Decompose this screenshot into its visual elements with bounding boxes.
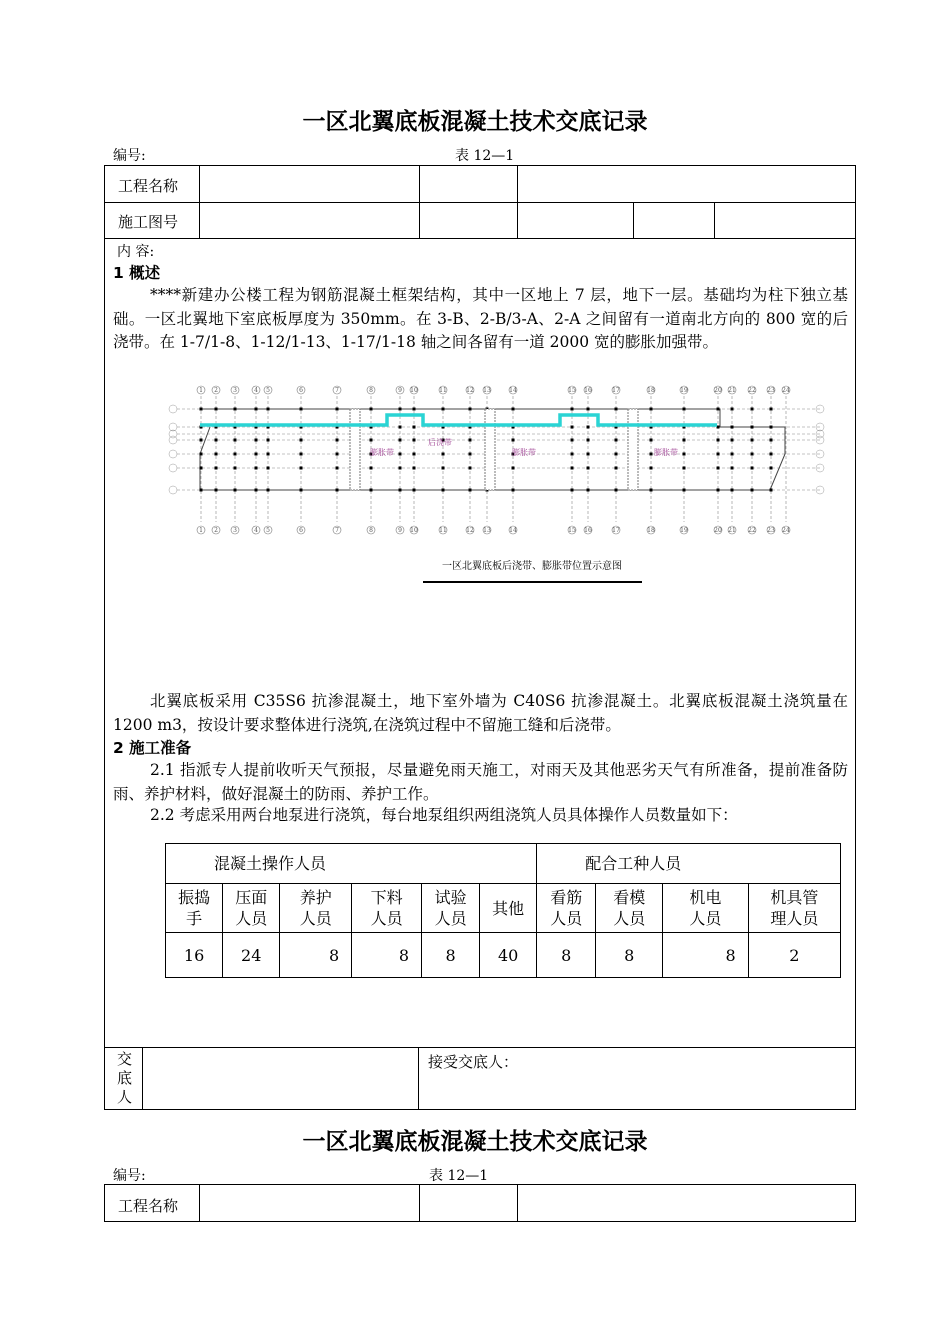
section-1-heading: 1 概述 bbox=[113, 264, 161, 282]
staff-header-1: 压面 人员 bbox=[223, 884, 280, 933]
staff-value-7: 8 bbox=[596, 933, 663, 978]
axis-label: 14 bbox=[509, 387, 517, 394]
column-marker bbox=[717, 439, 720, 442]
column-marker bbox=[512, 467, 515, 470]
axis-label: 2 bbox=[214, 387, 218, 394]
column-marker bbox=[683, 439, 686, 442]
column-marker bbox=[399, 426, 402, 429]
axis-label: 24 bbox=[782, 527, 790, 534]
axis-label: 4 bbox=[254, 527, 258, 534]
column-marker bbox=[234, 467, 237, 470]
page-title: 一区北翼底板混凝土技术交底记录 bbox=[302, 109, 648, 135]
column-marker bbox=[615, 408, 618, 411]
column-marker bbox=[300, 408, 303, 411]
staff-value-5: 40 bbox=[480, 933, 537, 978]
post-pour-band-diagram bbox=[165, 382, 835, 592]
page-2-project-name-label: 工程名称 bbox=[118, 1197, 179, 1215]
column-marker bbox=[255, 467, 258, 470]
column-marker bbox=[731, 408, 734, 411]
column-marker bbox=[300, 453, 303, 456]
column-marker bbox=[200, 408, 203, 411]
column-marker bbox=[571, 426, 574, 429]
column-marker bbox=[413, 453, 416, 456]
column-marker bbox=[234, 489, 237, 492]
axis-label: 21 bbox=[728, 387, 736, 394]
staff-value-3: 8 bbox=[352, 933, 422, 978]
column-marker bbox=[267, 439, 270, 442]
column-marker bbox=[731, 439, 734, 442]
column-marker bbox=[399, 439, 402, 442]
briefer-label: 交 底 人 bbox=[117, 1050, 133, 1106]
expansion-label-1: 膨胀带 bbox=[370, 448, 394, 457]
axis-label: 13 bbox=[483, 527, 491, 534]
column-marker bbox=[200, 453, 203, 456]
column-marker bbox=[370, 439, 373, 442]
page-2-title: 一区北翼底板混凝土技术交底记录 bbox=[302, 1129, 648, 1155]
column-marker bbox=[615, 453, 618, 456]
axis-label: 15 bbox=[568, 527, 576, 534]
axis-label: 9 bbox=[398, 527, 402, 534]
column-marker bbox=[267, 467, 270, 470]
column-marker bbox=[336, 453, 339, 456]
column-marker bbox=[469, 408, 472, 411]
row-axis-bubble bbox=[169, 436, 177, 444]
column-marker bbox=[571, 408, 574, 411]
column-marker bbox=[255, 453, 258, 456]
column-marker bbox=[650, 439, 653, 442]
column-marker bbox=[650, 467, 653, 470]
column-marker bbox=[200, 467, 203, 470]
column-marker bbox=[650, 408, 653, 411]
axis-label: 8 bbox=[369, 527, 373, 534]
column-marker bbox=[717, 453, 720, 456]
axis-label: 11 bbox=[439, 387, 447, 394]
axis-label: 2 bbox=[214, 527, 218, 534]
column-marker bbox=[587, 489, 590, 492]
axis-label: 10 bbox=[410, 387, 418, 394]
staff-header-4: 试验 人员 bbox=[422, 884, 480, 933]
column-marker bbox=[442, 453, 445, 456]
staff-header-2: 养护 人员 bbox=[280, 884, 352, 933]
column-marker bbox=[615, 467, 618, 470]
column-marker bbox=[336, 439, 339, 442]
axis-label: 8 bbox=[369, 387, 373, 394]
column-marker bbox=[512, 489, 515, 492]
column-marker bbox=[469, 489, 472, 492]
staff-header-0: 振捣 手 bbox=[166, 884, 223, 933]
form-code: 表 12—1 bbox=[455, 148, 515, 164]
expansion-band-2 bbox=[485, 409, 495, 490]
axis-label: 5 bbox=[266, 527, 270, 534]
column-marker bbox=[399, 408, 402, 411]
axis-label: 23 bbox=[767, 527, 775, 534]
expansion-band-3 bbox=[628, 409, 638, 490]
column-marker bbox=[300, 489, 303, 492]
column-marker bbox=[442, 467, 445, 470]
staff-value-0: 16 bbox=[166, 933, 223, 978]
column-marker bbox=[770, 453, 773, 456]
column-marker bbox=[751, 439, 754, 442]
column-marker bbox=[370, 489, 373, 492]
column-marker bbox=[215, 439, 218, 442]
staff-value-row bbox=[166, 933, 841, 978]
row-axis-bubble bbox=[169, 405, 177, 413]
column-marker bbox=[751, 453, 754, 456]
prep-2-1: 2.1 指派专人提前收听天气预报，尽量避免雨天施工，对雨天及其他恶劣天气有所准备，提前准备防雨、养护材料，做好混凝土的防雨、养护工作。 bbox=[113, 761, 848, 803]
row-axis-bubble bbox=[169, 486, 177, 494]
column-marker bbox=[571, 467, 574, 470]
concrete-paragraph: 北翼底板采用 C35S6 抗渗混凝土，地下室外墙为 C40S6 抗渗混凝土。北翼底板混凝土浇筑量在 1200 m3，按设计要求整体进行浇筑,在浇筑过程中不留施工缝和后浇带。 bbox=[113, 692, 848, 734]
diagram-caption: 一区北翼底板后浇带、膨胀带位置示意图 bbox=[442, 561, 622, 572]
axis-label: 19 bbox=[680, 527, 688, 534]
column-marker bbox=[399, 489, 402, 492]
staff-header-9: 机具管 理人员 bbox=[748, 884, 840, 933]
axis-label: 22 bbox=[748, 387, 756, 394]
column-marker bbox=[751, 467, 754, 470]
axis-label: 18 bbox=[647, 527, 655, 534]
column-marker bbox=[731, 453, 734, 456]
axis-label: 16 bbox=[584, 527, 592, 534]
axis-label: 12 bbox=[466, 387, 474, 394]
axis-label: 18 bbox=[647, 387, 655, 394]
column-marker bbox=[731, 467, 734, 470]
column-marker bbox=[571, 489, 574, 492]
expansion-label-3: 膨胀带 bbox=[654, 448, 678, 457]
axis-label: 10 bbox=[410, 527, 418, 534]
column-marker bbox=[571, 439, 574, 442]
axis-label: 17 bbox=[612, 527, 620, 534]
staff-header-6: 看筋 人员 bbox=[537, 884, 596, 933]
expansion-label-2: 膨胀带 bbox=[512, 448, 536, 457]
axis-label: 3 bbox=[233, 387, 237, 394]
column-marker bbox=[267, 489, 270, 492]
column-marker bbox=[717, 408, 720, 411]
axis-label: 13 bbox=[483, 387, 491, 394]
staff-value-1: 24 bbox=[223, 933, 280, 978]
section-2-heading: 2 施工准备 bbox=[113, 739, 192, 757]
column-marker bbox=[215, 453, 218, 456]
project-name-label: 工程名称 bbox=[118, 177, 179, 195]
column-marker bbox=[255, 439, 258, 442]
row-axis-bubble bbox=[169, 450, 177, 458]
staff-value-8: 8 bbox=[663, 933, 749, 978]
column-marker bbox=[413, 467, 416, 470]
column-marker bbox=[512, 408, 515, 411]
axis-label: 1 bbox=[199, 387, 203, 394]
axis-label: 7 bbox=[335, 387, 339, 394]
row-axis-bubble bbox=[169, 464, 177, 472]
receiver-label: 接受交底人： bbox=[428, 1053, 519, 1071]
staff-table bbox=[165, 843, 841, 978]
column-marker bbox=[413, 439, 416, 442]
column-marker bbox=[267, 453, 270, 456]
axis-label: 20 bbox=[714, 387, 722, 394]
column-marker bbox=[587, 453, 590, 456]
axis-label: 22 bbox=[748, 527, 756, 534]
column-marker bbox=[587, 426, 590, 429]
staff-value-6: 8 bbox=[537, 933, 596, 978]
column-marker bbox=[399, 467, 402, 470]
axis-label: 17 bbox=[612, 387, 620, 394]
axis-grid bbox=[177, 396, 820, 522]
column-marker bbox=[683, 467, 686, 470]
staff-header-row bbox=[166, 884, 841, 933]
column-marker bbox=[469, 439, 472, 442]
page-2-form-code: 表 12—1 bbox=[429, 1168, 489, 1184]
staff-header-5: 其他 bbox=[480, 884, 537, 933]
column-marker bbox=[587, 439, 590, 442]
column-marker bbox=[717, 467, 720, 470]
column-marker bbox=[255, 489, 258, 492]
column-marker bbox=[370, 467, 373, 470]
axis-label: 3 bbox=[233, 527, 237, 534]
column-marker bbox=[650, 453, 653, 456]
axis-label: 12 bbox=[466, 527, 474, 534]
axis-label: 15 bbox=[568, 387, 576, 394]
expansion-band-1 bbox=[350, 409, 360, 490]
column-marker bbox=[717, 489, 720, 492]
column-marker bbox=[442, 408, 445, 411]
column-marker bbox=[683, 489, 686, 492]
prep-2-2: 2.2 考虑采用两台地泵进行浇筑，每台地泵组织两组浇筑人员具体操作人员数量如下： bbox=[150, 806, 738, 824]
column-marker bbox=[770, 408, 773, 411]
column-marker bbox=[255, 408, 258, 411]
axis-label: 1 bbox=[199, 527, 203, 534]
column-marker bbox=[770, 426, 773, 429]
column-marker bbox=[442, 489, 445, 492]
column-marker bbox=[215, 467, 218, 470]
column-marker bbox=[587, 467, 590, 470]
overview-paragraph: ****新建办公楼工程为钢筋混凝土框架结构，其中一区地上 7 层，地下一层。基础均为柱下独立基础。一区北翼地下室底板厚度为 350mm。在 3-B、2-B/3-A、2-A 之间留有一道南北方向的 800 宽的后浇带。在 1-7/1-8、1-12/1-13、1-17/1-18 轴之间各留有一道 2000 宽的膨胀加强带。 bbox=[113, 286, 848, 351]
column-marker bbox=[336, 467, 339, 470]
axis-label: 20 bbox=[714, 527, 722, 534]
axis-label: 5 bbox=[266, 387, 270, 394]
column-marker bbox=[751, 426, 754, 429]
column-marker bbox=[267, 408, 270, 411]
column-marker bbox=[370, 408, 373, 411]
number-label: 编号: bbox=[113, 148, 146, 164]
axis-label: 7 bbox=[335, 527, 339, 534]
column-marker bbox=[751, 408, 754, 411]
group-concrete-operators: 混凝土操作人员 bbox=[166, 844, 537, 884]
column-marker bbox=[336, 489, 339, 492]
axis-label: 4 bbox=[254, 387, 258, 394]
column-marker bbox=[234, 408, 237, 411]
axis-label: 6 bbox=[299, 527, 303, 534]
axis-label: 6 bbox=[299, 387, 303, 394]
column-marker bbox=[234, 439, 237, 442]
column-marker bbox=[234, 453, 237, 456]
column-marker bbox=[413, 408, 416, 411]
axis-label: 16 bbox=[584, 387, 592, 394]
column-marker bbox=[615, 439, 618, 442]
column-marker bbox=[300, 439, 303, 442]
column-marker bbox=[200, 489, 203, 492]
column-marker bbox=[215, 489, 218, 492]
column-marker bbox=[751, 489, 754, 492]
staff-header-3: 下料 人员 bbox=[352, 884, 422, 933]
column-marker bbox=[683, 408, 686, 411]
group-support-trades: 配合工种人员 bbox=[537, 844, 841, 884]
column-marker bbox=[731, 426, 734, 429]
column-marker bbox=[615, 489, 618, 492]
column-marker bbox=[300, 467, 303, 470]
column-marker bbox=[571, 453, 574, 456]
column-marker bbox=[200, 439, 203, 442]
axis-label: 21 bbox=[728, 527, 736, 534]
column-marker bbox=[413, 489, 416, 492]
column-marker bbox=[650, 489, 653, 492]
axis-label: 14 bbox=[509, 527, 517, 534]
staff-value-9: 2 bbox=[748, 933, 840, 978]
staff-header-8: 机电 人员 bbox=[663, 884, 749, 933]
post-pour-band-line bbox=[200, 415, 717, 425]
column-marker bbox=[512, 439, 515, 442]
axis-label: 23 bbox=[767, 387, 775, 394]
staff-header-7: 看模 人员 bbox=[596, 884, 663, 933]
page-2-number-label: 编号: bbox=[113, 1168, 146, 1184]
column-marker bbox=[469, 453, 472, 456]
post-pour-label: 后浇带 bbox=[428, 438, 452, 447]
column-marker bbox=[469, 467, 472, 470]
staff-value-4: 8 bbox=[422, 933, 480, 978]
axis-label: 19 bbox=[680, 387, 688, 394]
axis-label: 24 bbox=[782, 387, 790, 394]
column-marker bbox=[770, 489, 773, 492]
content-label: 内 容: bbox=[117, 244, 155, 260]
column-marker bbox=[770, 467, 773, 470]
column-marker bbox=[770, 439, 773, 442]
column-marker bbox=[215, 408, 218, 411]
axis-label: 11 bbox=[439, 527, 447, 534]
staff-value-2: 8 bbox=[280, 933, 352, 978]
column-marker bbox=[336, 408, 339, 411]
column-marker bbox=[587, 408, 590, 411]
column-marker bbox=[731, 489, 734, 492]
column-marker bbox=[399, 453, 402, 456]
column-marker bbox=[683, 453, 686, 456]
drawing-no-label: 施工图号 bbox=[118, 213, 179, 231]
axis-label: 9 bbox=[398, 387, 402, 394]
column-marker bbox=[413, 426, 416, 429]
